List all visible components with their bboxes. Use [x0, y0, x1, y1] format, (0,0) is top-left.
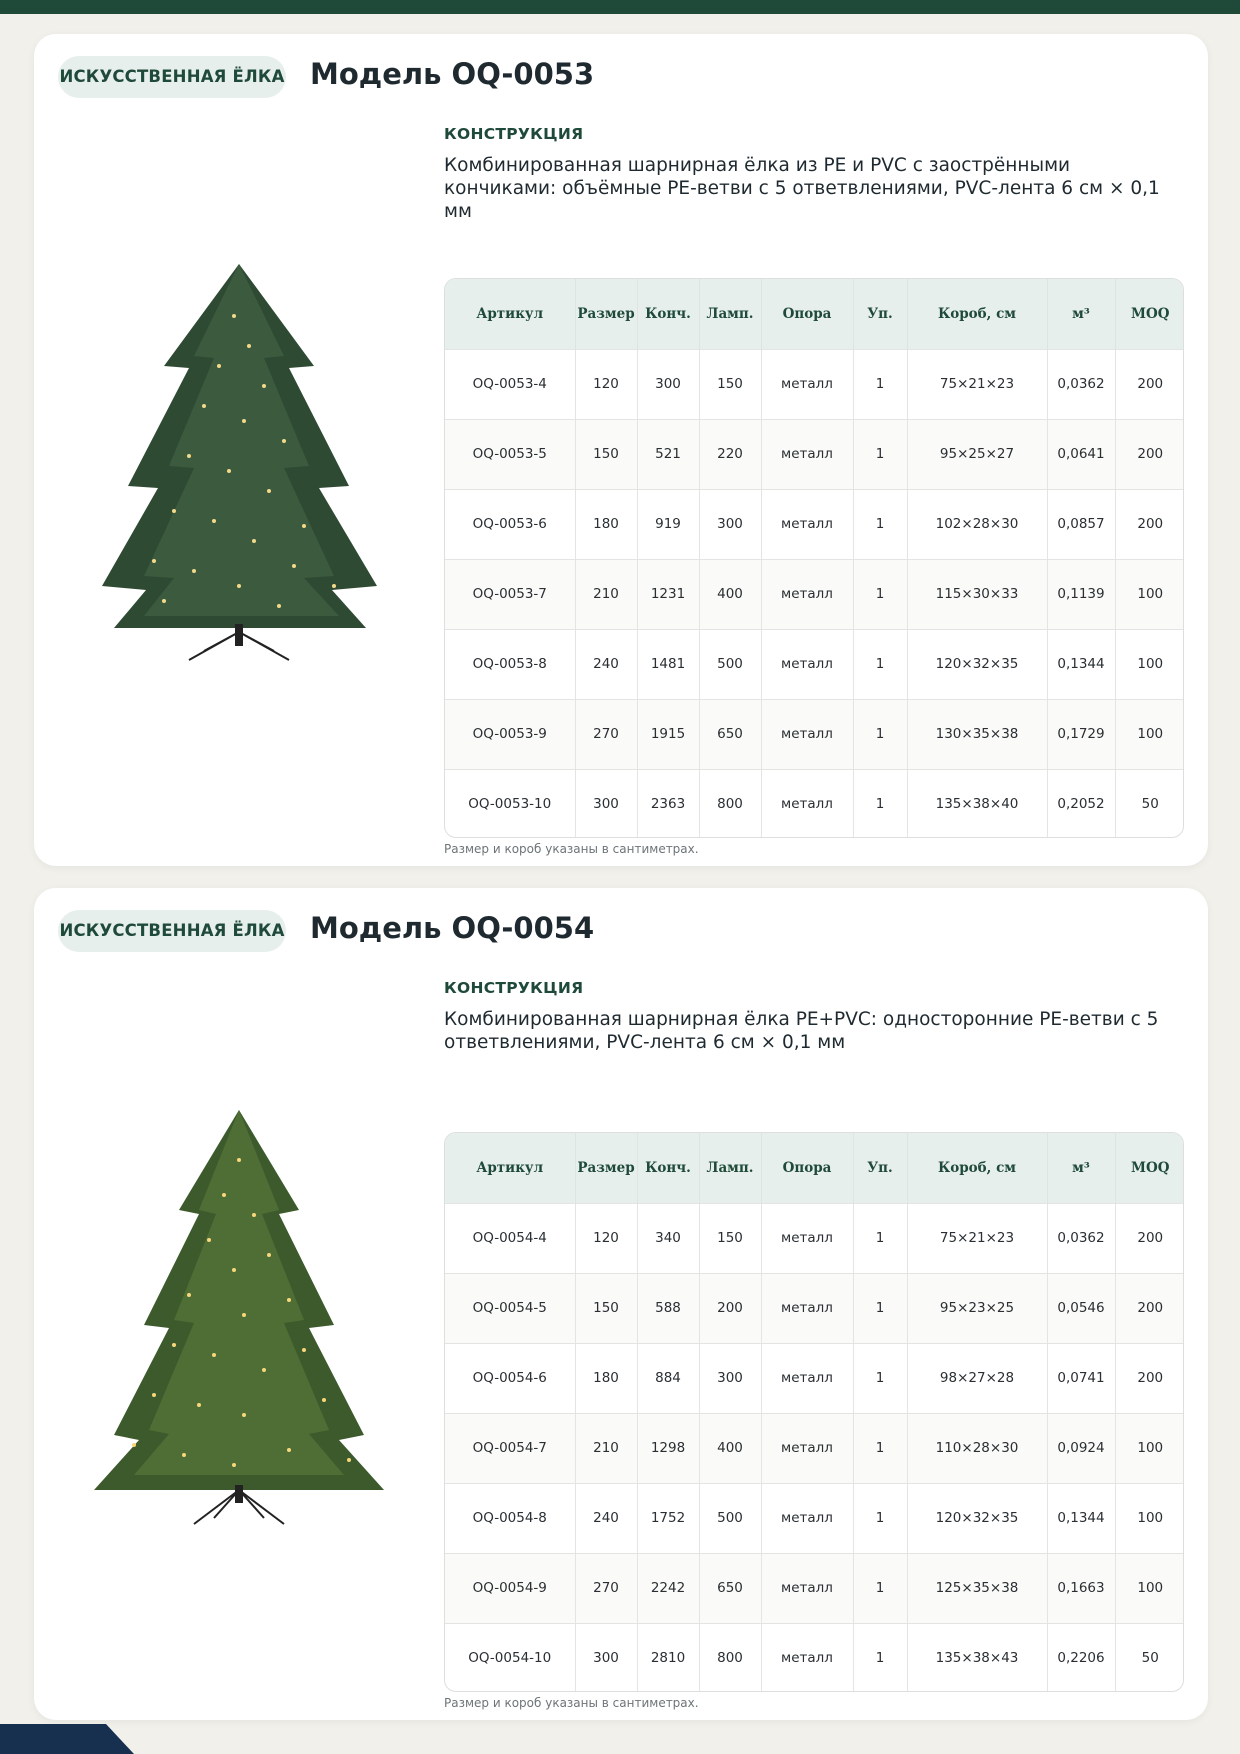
- table-row: [445, 769, 1184, 838]
- cell-lamps: 300: [699, 1343, 761, 1413]
- column-header-volume: м³: [1047, 279, 1115, 349]
- column-header-lamps: Ламп.: [699, 279, 761, 349]
- cell-size: 210: [575, 559, 637, 629]
- cell-size: 150: [575, 1273, 637, 1343]
- cell-size: 120: [575, 349, 637, 419]
- cell-stand: металл: [761, 489, 853, 559]
- cell-moq: 200: [1115, 489, 1184, 559]
- cell-moq: 100: [1115, 1553, 1184, 1623]
- cell-tips: 521: [637, 419, 699, 489]
- column-header-article: Артикул: [445, 279, 575, 349]
- cell-size: 270: [575, 1553, 637, 1623]
- category-badge: ИСКУССТВЕННАЯ ЁЛКА: [58, 56, 286, 98]
- cell-pack: 1: [853, 419, 907, 489]
- specs-table: [444, 1132, 1184, 1692]
- section-label: КОНСТРУКЦИЯ: [444, 125, 584, 143]
- cell-stand: металл: [761, 349, 853, 419]
- cell-volume: 0,0546: [1047, 1273, 1115, 1343]
- specs-table: [444, 278, 1184, 838]
- cell-lamps: 150: [699, 349, 761, 419]
- cell-box: 95×23×25: [907, 1273, 1047, 1343]
- cell-box: 135×38×40: [907, 769, 1047, 838]
- cell-pack: 1: [853, 349, 907, 419]
- cell-lamps: 650: [699, 699, 761, 769]
- christmas-tree-icon: [94, 1110, 384, 1550]
- construction-description: Комбинированная шарнирная ёлка PE+PVC: односторонние PE-ветви с 5 ответвлениями, PVC-лента 6 см × 0,1 мм: [444, 1009, 1159, 1053]
- cell-pack: 1: [853, 1343, 907, 1413]
- cell-tips: 1915: [637, 699, 699, 769]
- cell-volume: 0,1729: [1047, 699, 1115, 769]
- cell-pack: 1: [853, 1413, 907, 1483]
- cell-article: OQ-0054-7: [445, 1413, 575, 1483]
- column-header-size: Размер: [575, 279, 637, 349]
- cell-volume: 0,0362: [1047, 1203, 1115, 1273]
- cell-stand: металл: [761, 1343, 853, 1413]
- cell-tips: 1752: [637, 1483, 699, 1553]
- table-row: [445, 559, 1184, 629]
- cell-size: 270: [575, 699, 637, 769]
- cell-stand: металл: [761, 769, 853, 838]
- cell-lamps: 200: [699, 1273, 761, 1343]
- cell-size: 120: [575, 1203, 637, 1273]
- cell-article: OQ-0053-10: [445, 769, 575, 838]
- cell-article: OQ-0054-8: [445, 1483, 575, 1553]
- cell-lamps: 650: [699, 1553, 761, 1623]
- cell-tips: 300: [637, 349, 699, 419]
- table-row: [445, 349, 1184, 419]
- cell-box: 120×32×35: [907, 1483, 1047, 1553]
- column-header-stand: Опора: [761, 1133, 853, 1203]
- cell-lamps: 400: [699, 1413, 761, 1483]
- table-row: [445, 1483, 1184, 1553]
- cell-moq: 100: [1115, 1483, 1184, 1553]
- cell-box: 110×28×30: [907, 1413, 1047, 1483]
- cell-tips: 2363: [637, 769, 699, 838]
- cell-article: OQ-0053-4: [445, 349, 575, 419]
- cell-pack: 1: [853, 769, 907, 838]
- cell-moq: 100: [1115, 699, 1184, 769]
- cell-box: 115×30×33: [907, 559, 1047, 629]
- cell-article: OQ-0053-7: [445, 559, 575, 629]
- cell-volume: 0,0641: [1047, 419, 1115, 489]
- table-row: [445, 699, 1184, 769]
- column-header-size: Размер: [575, 1133, 637, 1203]
- product-image: [94, 256, 384, 696]
- table-row: [445, 1623, 1184, 1692]
- table-row: [445, 629, 1184, 699]
- model-title: Модель OQ-0054: [310, 911, 595, 945]
- cell-volume: 0,0362: [1047, 349, 1115, 419]
- cell-volume: 0,1139: [1047, 559, 1115, 629]
- cell-box: 135×38×43: [907, 1623, 1047, 1692]
- cell-box: 75×21×23: [907, 349, 1047, 419]
- cell-stand: металл: [761, 419, 853, 489]
- cell-stand: металл: [761, 699, 853, 769]
- column-header-pack: Уп.: [853, 1133, 907, 1203]
- cell-size: 300: [575, 769, 637, 838]
- cell-tips: 2242: [637, 1553, 699, 1623]
- cell-lamps: 150: [699, 1203, 761, 1273]
- cell-pack: 1: [853, 629, 907, 699]
- cell-pack: 1: [853, 1203, 907, 1273]
- cell-size: 240: [575, 1483, 637, 1553]
- cell-article: OQ-0054-6: [445, 1343, 575, 1413]
- cell-box: 75×21×23: [907, 1203, 1047, 1273]
- column-header-moq: MOQ: [1115, 279, 1184, 349]
- cell-moq: 100: [1115, 1413, 1184, 1483]
- cell-lamps: 500: [699, 629, 761, 699]
- cell-volume: 0,0741: [1047, 1343, 1115, 1413]
- cell-pack: 1: [853, 1483, 907, 1553]
- cell-tips: 588: [637, 1273, 699, 1343]
- cell-volume: 0,1344: [1047, 1483, 1115, 1553]
- cell-size: 300: [575, 1623, 637, 1692]
- cell-volume: 0,1344: [1047, 629, 1115, 699]
- cell-size: 210: [575, 1413, 637, 1483]
- cell-article: OQ-0053-5: [445, 419, 575, 489]
- cell-size: 180: [575, 1343, 637, 1413]
- column-header-article: Артикул: [445, 1133, 575, 1203]
- column-header-box: Короб, см: [907, 1133, 1047, 1203]
- cell-tips: 884: [637, 1343, 699, 1413]
- cell-moq: 200: [1115, 1203, 1184, 1273]
- table-row: [445, 419, 1184, 489]
- column-header-tips: Конч.: [637, 279, 699, 349]
- model-title: Модель OQ-0053: [310, 57, 595, 91]
- table-row: [445, 1203, 1184, 1273]
- cell-volume: 0,0857: [1047, 489, 1115, 559]
- cell-tips: 340: [637, 1203, 699, 1273]
- cell-pack: 1: [853, 1273, 907, 1343]
- christmas-tree-icon: [94, 256, 384, 696]
- cell-article: OQ-0053-9: [445, 699, 575, 769]
- cell-tips: 1231: [637, 559, 699, 629]
- cell-moq: 50: [1115, 769, 1184, 838]
- column-header-box: Короб, см: [907, 279, 1047, 349]
- table-row: [445, 1413, 1184, 1483]
- cell-size: 240: [575, 629, 637, 699]
- cell-pack: 1: [853, 489, 907, 559]
- cell-stand: металл: [761, 1623, 853, 1692]
- category-badge: ИСКУССТВЕННАЯ ЁЛКА: [58, 910, 286, 952]
- table-header-row: [445, 279, 1184, 349]
- cell-pack: 1: [853, 1553, 907, 1623]
- table-row: [445, 1343, 1184, 1413]
- cell-article: OQ-0054-4: [445, 1203, 575, 1273]
- cell-moq: 100: [1115, 629, 1184, 699]
- table-header-row: [445, 1133, 1184, 1203]
- cell-moq: 200: [1115, 1343, 1184, 1413]
- cell-stand: металл: [761, 1203, 853, 1273]
- cell-stand: металл: [761, 1413, 853, 1483]
- cell-lamps: 500: [699, 1483, 761, 1553]
- cell-stand: металл: [761, 559, 853, 629]
- cell-box: 98×27×28: [907, 1343, 1047, 1413]
- cell-lamps: 800: [699, 769, 761, 838]
- column-header-stand: Опора: [761, 279, 853, 349]
- cell-box: 95×25×27: [907, 419, 1047, 489]
- cell-pack: 1: [853, 559, 907, 629]
- product-image: [94, 1110, 384, 1550]
- cell-moq: 50: [1115, 1623, 1184, 1692]
- construction-description: Комбинированная шарнирная ёлка из PE и PVC с заострёнными кончиками: объёмные PE-ветви с 5 ответвлениями, PVC-лента 6 см × 0,1 мм: [444, 155, 1160, 222]
- cell-article: OQ-0053-6: [445, 489, 575, 559]
- top-accent-bar: [0, 0, 1240, 14]
- cell-pack: 1: [853, 699, 907, 769]
- table-row: [445, 489, 1184, 559]
- cell-lamps: 300: [699, 489, 761, 559]
- corner-accent: [0, 1724, 134, 1754]
- cell-box: 130×35×38: [907, 699, 1047, 769]
- column-header-tips: Конч.: [637, 1133, 699, 1203]
- cell-article: OQ-0054-5: [445, 1273, 575, 1343]
- cell-stand: металл: [761, 629, 853, 699]
- cell-volume: 0,1663: [1047, 1553, 1115, 1623]
- cell-article: OQ-0053-8: [445, 629, 575, 699]
- cell-box: 102×28×30: [907, 489, 1047, 559]
- cell-tips: 2810: [637, 1623, 699, 1692]
- cell-moq: 200: [1115, 419, 1184, 489]
- product-card: [34, 34, 1208, 866]
- column-header-lamps: Ламп.: [699, 1133, 761, 1203]
- cell-lamps: 800: [699, 1623, 761, 1692]
- cell-box: 120×32×35: [907, 629, 1047, 699]
- cell-article: OQ-0054-9: [445, 1553, 575, 1623]
- cell-size: 180: [575, 489, 637, 559]
- cell-lamps: 220: [699, 419, 761, 489]
- cell-stand: металл: [761, 1553, 853, 1623]
- cell-tips: 919: [637, 489, 699, 559]
- cell-lamps: 400: [699, 559, 761, 629]
- product-card: [34, 888, 1208, 1720]
- cell-stand: металл: [761, 1273, 853, 1343]
- table-footnote: Размер и короб указаны в сантиметрах.: [444, 1696, 699, 1710]
- cell-moq: 100: [1115, 559, 1184, 629]
- cell-tips: 1481: [637, 629, 699, 699]
- section-label: КОНСТРУКЦИЯ: [444, 979, 584, 997]
- table-footnote: Размер и короб указаны в сантиметрах.: [444, 842, 699, 856]
- cell-moq: 200: [1115, 1273, 1184, 1343]
- column-header-pack: Уп.: [853, 279, 907, 349]
- cell-volume: 0,2206: [1047, 1623, 1115, 1692]
- cell-stand: металл: [761, 1483, 853, 1553]
- table-row: [445, 1553, 1184, 1623]
- cell-size: 150: [575, 419, 637, 489]
- table-row: [445, 1273, 1184, 1343]
- cell-volume: 0,2052: [1047, 769, 1115, 838]
- column-header-moq: MOQ: [1115, 1133, 1184, 1203]
- column-header-volume: м³: [1047, 1133, 1115, 1203]
- cell-article: OQ-0054-10: [445, 1623, 575, 1692]
- cell-box: 125×35×38: [907, 1553, 1047, 1623]
- cell-pack: 1: [853, 1623, 907, 1692]
- cell-moq: 200: [1115, 349, 1184, 419]
- cell-tips: 1298: [637, 1413, 699, 1483]
- cell-volume: 0,0924: [1047, 1413, 1115, 1483]
